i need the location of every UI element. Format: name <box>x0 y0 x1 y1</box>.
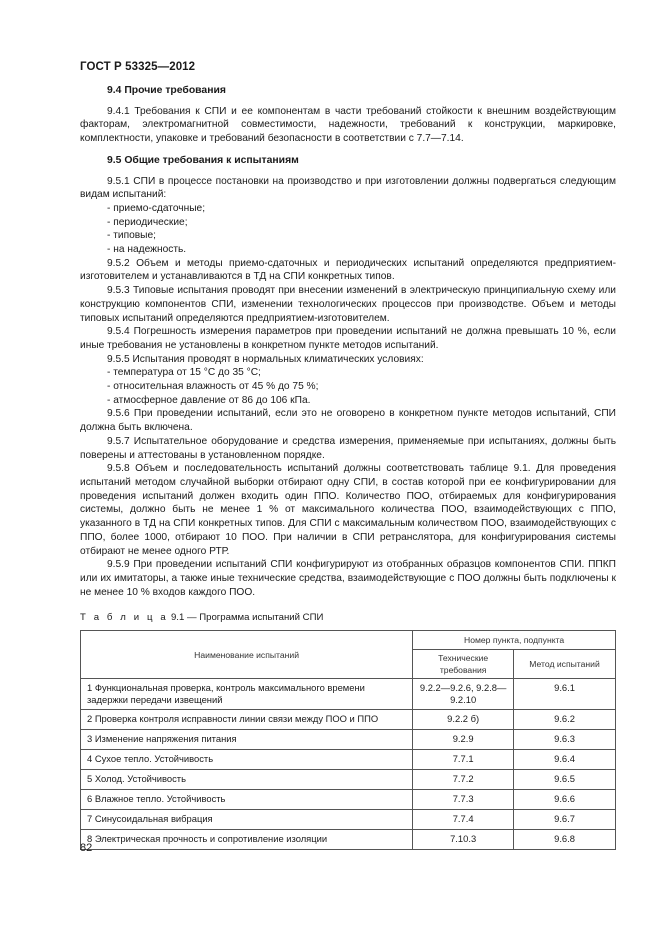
table-cell-name: 3 Изменение напряжения питания <box>81 730 413 750</box>
table-cell-tech: 7.7.4 <box>413 810 514 830</box>
list-item: - типовые; <box>107 230 156 242</box>
table-cell-name: 5 Холод. Устойчивость <box>81 770 413 790</box>
table-row <box>81 730 616 750</box>
table-caption-prefix: Т а б л и ц а <box>80 612 169 624</box>
table-caption <box>80 611 616 625</box>
section-heading-9-4: 9.4 Прочие требования <box>107 85 226 96</box>
paragraph-9-4-1: 9.4.1 Требования к СПИ и ее компонентам в части требований стойкости к внешним воздействующим факторам, электромагнитной совместимости, надежности, требований к конструкции, маркировке, комплектности, упаковке и требований безопасности в соответствии с 7.7—7.14. <box>80 105 616 145</box>
table-row <box>81 810 616 830</box>
table-cell-method: 9.6.4 <box>514 750 616 770</box>
paragraph-9-5-5: 9.5.5 Испытания проводят в нормальных климатических условиях: <box>107 353 424 365</box>
paragraph-9-5-3: 9.5.3 Типовые испытания проводят при внесении изменений в электрическую принципиальную схему или конструкцию компонентов СПИ, изменении технологических процессов при производстве. Объем и методы типовых испытаний определяются предприятием-изготовителем. <box>80 285 616 324</box>
table-caption-text: 9.1 — Программа испытаний СПИ <box>168 612 324 624</box>
column-header-name: Наименование испытаний <box>81 631 413 679</box>
paragraph-9-5-8: 9.5.8 Объем и последовательность испытаний должны соответствовать таблице 9.1. Для проведения испытаний методом случайной выборки отбирают одну СПИ, в состав которой при ее конфигурировании для проведения испытаний должен входить один ППО. Количество ПОО, отбираемых для конфигурирования системы, должно быть не менее 1 % от максимального количества ПОО, взаимодействующих с ППО, указанного в ТД на СПИ конкретных типов. Для СПИ с максимальным количеством ПОО, взаимодействующих с ППО, более 1000, отбирают 10 ПОО. При наличии в СПИ ретранслятора, для конфигурирования системы отбирают не менее одного РТР. <box>80 463 616 557</box>
table-cell-tech: 7.7.2 <box>413 770 514 790</box>
table-cell-name: 2 Проверка контроля исправности линии связи между ПОО и ППО <box>81 710 413 730</box>
table-row <box>81 830 616 850</box>
table-row <box>81 790 616 810</box>
table-cell-name: 4 Сухое тепло. Устойчивость <box>81 750 413 770</box>
table-cell-name: 1 Функциональная проверка, контроль максимального времени задержки передачи извещений <box>81 679 413 710</box>
table-cell-method: 9.6.2 <box>514 710 616 730</box>
table-row <box>81 770 616 790</box>
test-program-table <box>80 630 616 850</box>
table-cell-tech: 7.7.3 <box>413 790 514 810</box>
table-row <box>81 710 616 730</box>
document-header: ГОСТ Р 53325—2012 <box>80 61 196 73</box>
column-header-tech: Технические требования <box>413 650 514 679</box>
paragraph-9-5-7: 9.5.7 Испытательное оборудование и средства измерения, применяемые при испытаниях, должны быть поверены и аттестованы в установленном порядке. <box>80 435 616 461</box>
table-cell-name: 8 Электрическая прочность и сопротивление изоляции <box>81 830 413 850</box>
table-cell-tech: 9.2.2 б) <box>413 710 514 730</box>
list-item: - приемо-сдаточные; <box>107 202 206 214</box>
section-heading-9-5: 9.5 Общие требования к испытаниям <box>107 154 299 166</box>
list-item: - атмосферное давление от 86 до 106 кПа. <box>107 394 311 406</box>
table-cell-method: 9.6.8 <box>514 830 616 850</box>
table-cell-tech: 7.7.1 <box>413 750 514 770</box>
table-row <box>81 750 616 770</box>
list-item: - относительная влажность от 45 % до 75 %; <box>107 381 319 393</box>
column-header-method: Метод испытаний <box>514 650 616 679</box>
table-cell-name: 7 Синусоидальная вибрация <box>81 810 413 830</box>
paragraph-9-5-2: 9.5.2 Объем и методы приемо-сдаточных и периодических испытаний определяются предприятием-изготовителем и устанавливаются в ТД на СПИ конкретных типов. <box>80 257 616 283</box>
list-item: - периодические; <box>107 216 188 228</box>
paragraph-9-5-9: 9.5.9 При проведении испытаний СПИ конфигурируют из отобранных образцов компонентов СПИ. ППКП или их имитаторы, а также иные технические средства, взаимодействующие с ПОО должны быть подключены к не менее 10 % входов каждого ПОО. <box>80 559 616 598</box>
table-cell-tech: 9.2.9 <box>413 730 514 750</box>
table-cell-tech: 7.10.3 <box>413 830 514 850</box>
table-cell-tech: 9.2.2—9.2.6, 9.2.8—9.2.10 <box>413 679 514 710</box>
table-cell-method: 9.6.6 <box>514 790 616 810</box>
document-body <box>80 84 616 850</box>
paragraph-9-5-1: 9.5.1 СПИ в процессе постановки на производство и при изготовлении должны подвергаться следующим видам испытаний: <box>80 175 616 201</box>
table-cell-method: 9.6.5 <box>514 770 616 790</box>
table-cell-name: 6 Влажное тепло. Устойчивость <box>81 790 413 810</box>
column-header-group: Номер пункта, подпункта <box>413 631 616 650</box>
paragraph-9-5-4: 9.5.4 Погрешность измерения параметров при проведении испытаний не должна превышать 10 %, если иные требования не установлены в конкретном пункте методов испытаний. <box>80 326 616 351</box>
list-item: - температура от 15 °С до 35 °С; <box>107 367 261 379</box>
paragraph-9-5-6: 9.5.6 При проведении испытаний, если это не оговорено в конкретном пункте методов испытаний, СПИ должна быть включена. <box>80 408 616 434</box>
table-cell-method: 9.6.3 <box>514 730 616 750</box>
table-cell-method: 9.6.1 <box>514 679 616 710</box>
list-item: - на надежность. <box>107 244 187 256</box>
table-cell-method: 9.6.7 <box>514 810 616 830</box>
table-row <box>81 679 616 710</box>
page-number: 82 <box>80 842 93 854</box>
